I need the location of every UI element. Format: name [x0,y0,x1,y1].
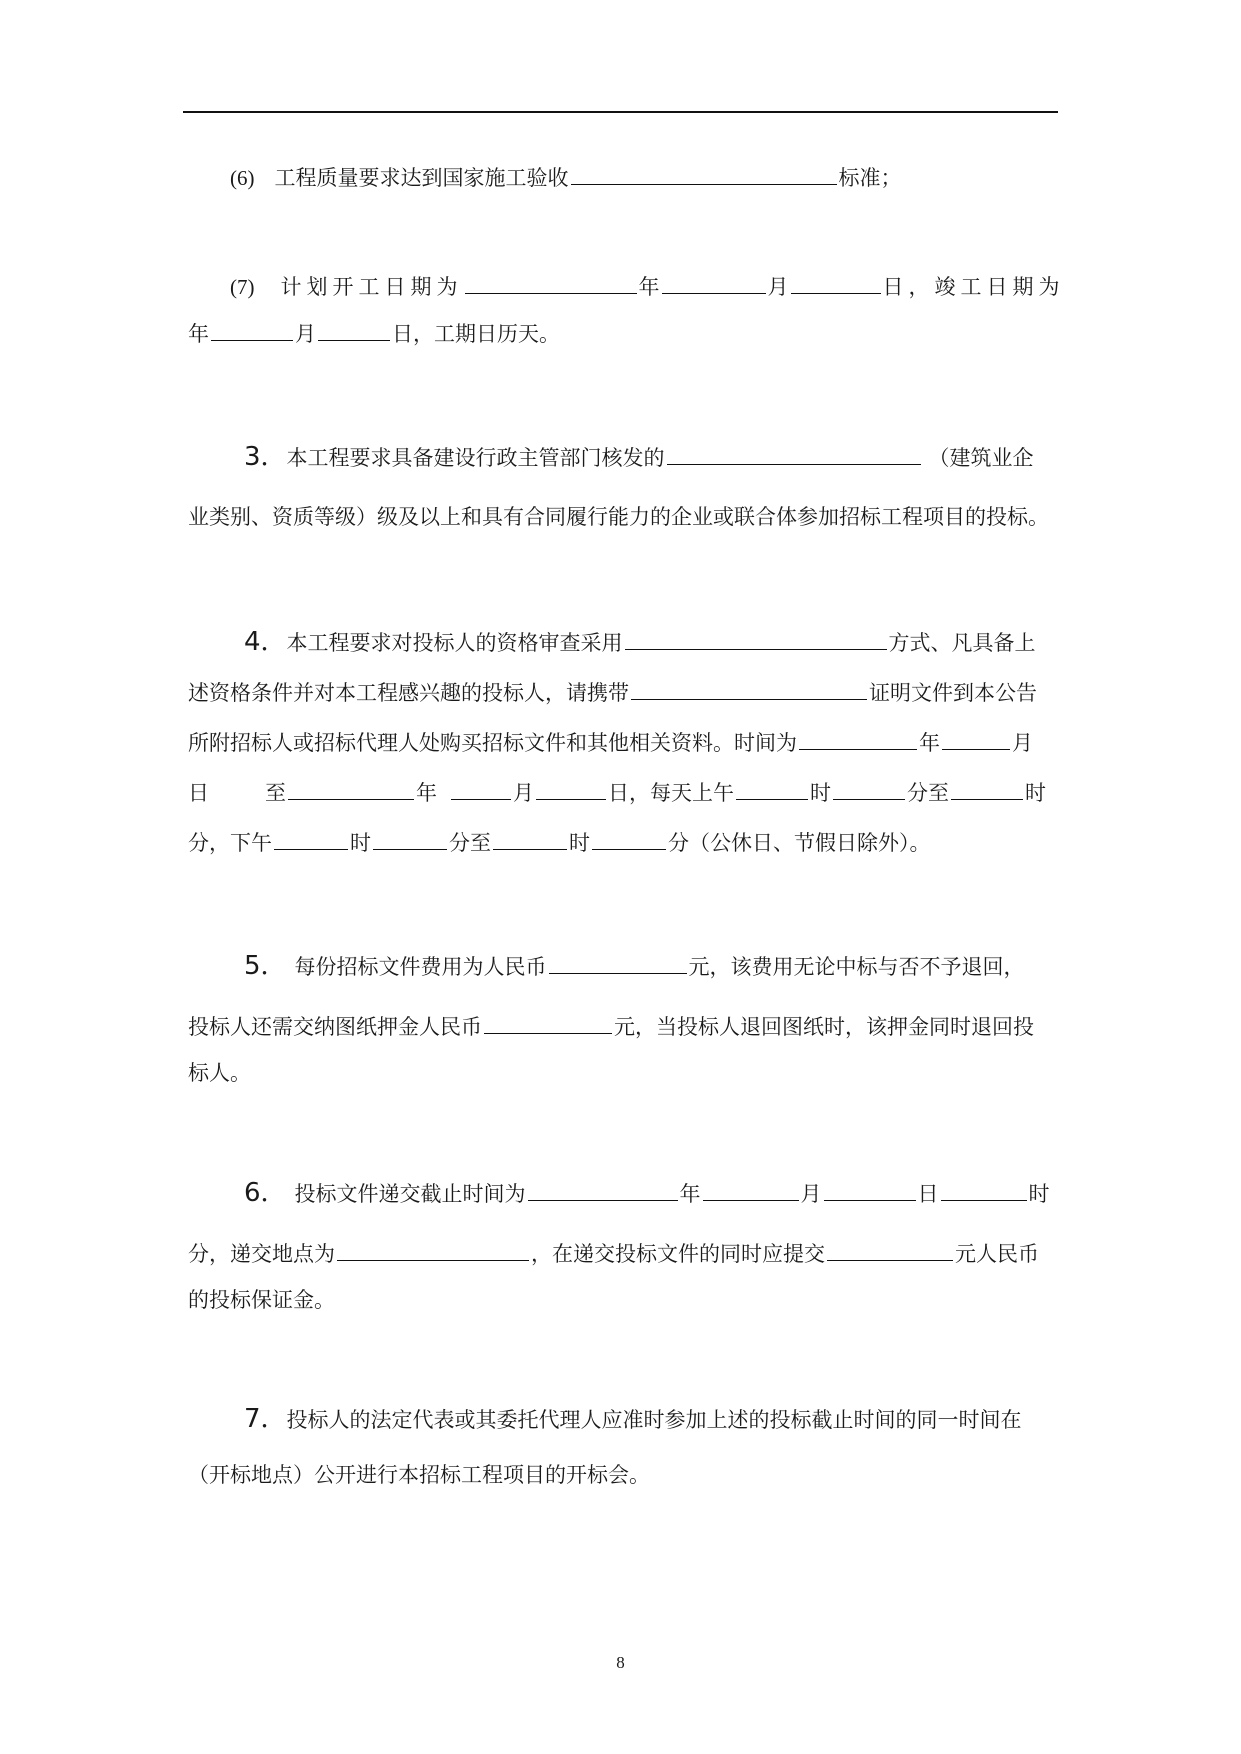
start-month-blank[interactable] [662,271,766,294]
header-rule [183,111,1058,113]
qualification-blank[interactable] [667,442,921,465]
am-end-hour-blank[interactable] [951,777,1023,800]
drawing-deposit-blank[interactable] [484,1011,612,1034]
item-7-line-1: (7) 计划开工日期为 年 月 日，竣工日期为 [230,271,1065,301]
item-7-number: (7) [230,275,255,299]
section-3-line-1: 3．本工程要求具备建设行政主管部门核发的 （建筑业企 [244,442,1034,472]
deadline-hour-blank[interactable] [941,1178,1027,1201]
section-6-line-3: 的投标保证金。 [188,1288,335,1312]
review-method-blank[interactable] [625,627,887,650]
document-fee-blank[interactable] [549,951,687,974]
sale-start-month-blank[interactable] [942,727,1010,750]
section-4-line-5: 分，下午 时 分至 时 分（公休日、节假日除外）。 [188,827,931,857]
section-7-line-2: （开标地点）公开进行本招标工程项目的开标会。 [188,1463,650,1487]
sale-end-month-blank[interactable] [451,777,511,800]
deadline-year-blank[interactable] [528,1178,678,1201]
section-4-line-3: 所附招标人或招标代理人处购买招标文件和其他相关资料。时间为 年 月 [188,727,1033,757]
section-5-line-1: 5． 每份招标文件费用为人民币 元，该费用无论中标与否不予退回， [244,951,1025,981]
section-6-number: 6． [244,1178,287,1208]
pm-end-minute-blank[interactable] [592,827,666,850]
start-year-blank[interactable] [465,271,637,294]
deadline-day-blank[interactable] [824,1178,916,1201]
am-start-hour-blank[interactable] [736,777,808,800]
sale-end-day-blank[interactable] [536,777,606,800]
section-4-number: 4． [244,627,287,657]
sale-start-year-blank[interactable] [799,727,917,750]
item-6-line-1: (6) 工程质量要求达到国家施工验收 标准； [230,162,902,192]
section-4-line-4: 日 至 年 月 日，每天上午 时 分至 时 [188,777,1046,807]
item-6-text: 工程质量要求达到国家施工验收 [274,166,569,190]
section-5-line-2: 投标人还需交纳图纸押金人民币 元，当投标人退回图纸时，该押金同时退回投 [188,1011,1034,1041]
item-6-number: (6) [230,166,255,190]
deadline-month-blank[interactable] [703,1178,799,1201]
section-5-number: 5． [244,951,287,981]
pm-end-hour-blank[interactable] [493,827,567,850]
section-6-line-2: 分，递交地点为 ，在递交投标文件的同时应提交 元人民币 [188,1238,1039,1268]
page-number: 8 [616,1653,625,1672]
certificate-blank[interactable] [631,677,867,700]
section-3-line-2: 业类别、资质等级）级及以上和具有合同履行能力的企业或联合体参加招标工程项目的投标。 [188,505,1049,529]
bid-bond-amount-blank[interactable] [827,1238,953,1261]
pm-start-hour-blank[interactable] [274,827,348,850]
section-4-line-2: 述资格条件并对本工程感兴趣的投标人，请携带 证明文件到本公告 [188,677,1037,707]
section-6-line-1: 6． 投标文件递交截止时间为 年 月 日 时 [244,1178,1050,1208]
end-month-blank[interactable] [211,318,293,341]
section-4-line-1: 4．本工程要求对投标人的资格审查采用 方式、凡具备上 [244,627,1036,657]
pm-start-minute-blank[interactable] [373,827,447,850]
submission-place-blank[interactable] [337,1238,529,1261]
quality-standard-blank[interactable] [571,162,837,185]
section-7-number: 7． [244,1404,287,1434]
am-start-minute-blank[interactable] [833,777,905,800]
end-day-blank[interactable] [318,318,390,341]
sale-end-year-blank[interactable] [288,777,414,800]
section-5-line-3: 标人。 [188,1061,251,1085]
start-day-blank[interactable] [791,271,881,294]
section-7-line-1: 7．投标人的法定代表或其委托代理人应准时参加上述的投标截止时间的同一时间在 [244,1404,1022,1434]
section-3-number: 3． [244,442,287,472]
item-7-line-2: 年 月 日，工期日历天。 [188,318,560,348]
